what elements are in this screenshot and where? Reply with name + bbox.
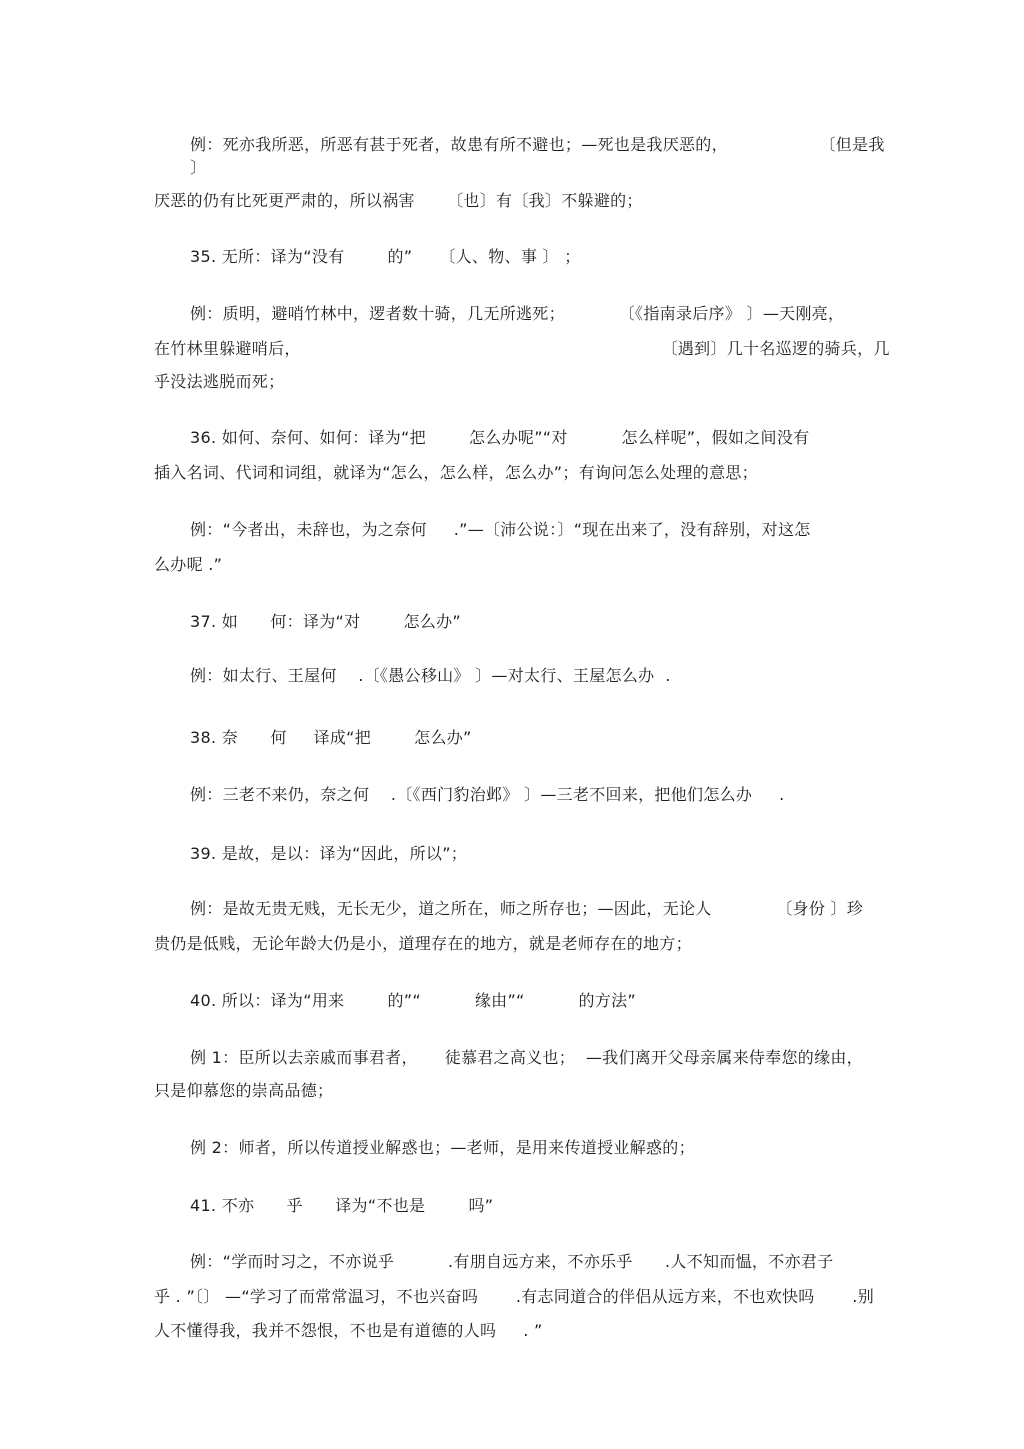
text-line: 例：“今者出，未辞也，为之奈何 .”—〔沛公说：〕“现在出来了，没有辞别，对这怎 bbox=[190, 520, 811, 539]
text-line: 例 1：臣所以去亲戚而事君者， 徒慕君之高义也； —我们离开父母亲属来侍奉您的缘由， bbox=[190, 1048, 863, 1067]
text-line: 插入名词、代词和词组，就译为“怎么，怎么样，怎么办”；有询问怎么处理的意思； bbox=[154, 463, 758, 482]
text-line: 例：“学而时习之，不亦说乎 .有朋自远方来，不亦乐乎 .人不知而愠，不亦君子 bbox=[190, 1252, 834, 1271]
text-line: 例 2：师者，所以传道授业解惑也；—老师，是用来传道授业解惑的； bbox=[190, 1138, 695, 1157]
item-heading-36: 36. 如何、奈何、如何：译为“把 怎么办呢”“对 怎么样呢”，假如之间没有 bbox=[190, 428, 810, 447]
text-line: 〕 bbox=[190, 158, 207, 177]
text-line: 乎 . ”〔〕 —“学习了而常常温习，不也兴奋吗 .有志同道合的伴侣从远方来，不也欢快吗 .别 bbox=[154, 1287, 874, 1306]
text-line: 人不懂得我，我并不怨恨，不也是有道德的人吗 . ” bbox=[154, 1321, 543, 1340]
item-heading-41: 41. 不亦 乎 译为“不也是 吗” bbox=[190, 1196, 494, 1215]
item-heading-37: 37. 如 何：译为“对 怎么办” bbox=[190, 612, 462, 631]
text-line: 例：三老不来仍，奈之何 .〔《西门豹治邺》 〕—三老不回来，把他们怎么办 . bbox=[190, 785, 785, 804]
text-line: 例：是故无贵无贱，无长无少，道之所在，师之所存也；—因此，无论人 〔身份 〕珍 bbox=[190, 899, 864, 918]
item-heading-39: 39. 是故，是以：译为“因此，所以”； bbox=[190, 844, 468, 863]
text-line: 例：死亦我所恶，所恶有甚于死者，故患有所不避也；—死也是我厌恶的， 〔但是我 bbox=[190, 135, 885, 154]
text-line: 么办呢 .” bbox=[154, 555, 223, 574]
text-line: 贵仍是低贱，无论年龄大仍是小，道理存在的地方，就是老师存在的地方； bbox=[154, 934, 692, 953]
text-line: 例：质明，避哨竹林中，逻者数十骑，几无所逃死； 〔《指南录后序》 〕—天刚亮， bbox=[190, 304, 845, 323]
text-line: 厌恶的仍有比死更严肃的，所以祸害 〔也〕有〔我〕不躲避的； bbox=[154, 191, 643, 210]
text-line: 乎没法逃脱而死； bbox=[154, 372, 285, 391]
text-line: 例：如太行、王屋何 .〔《愚公移山》 〕—对太行、王屋怎么办 . bbox=[190, 666, 671, 685]
item-heading-40: 40. 所以：译为“用来 的”“ 缘由”“ 的方法” bbox=[190, 991, 636, 1010]
text-line: 在竹林里躲避哨后， 〔遇到〕几十名巡逻的骑兵，几 bbox=[154, 339, 890, 358]
item-heading-38: 38. 奈 何 译成“把 怎么办” bbox=[190, 728, 472, 747]
item-heading-35: 35. 无所：译为“没有 的” 〔人、物、事 〕 ； bbox=[190, 247, 581, 266]
text-line: 只是仰慕您的崇高品德； bbox=[154, 1081, 334, 1100]
